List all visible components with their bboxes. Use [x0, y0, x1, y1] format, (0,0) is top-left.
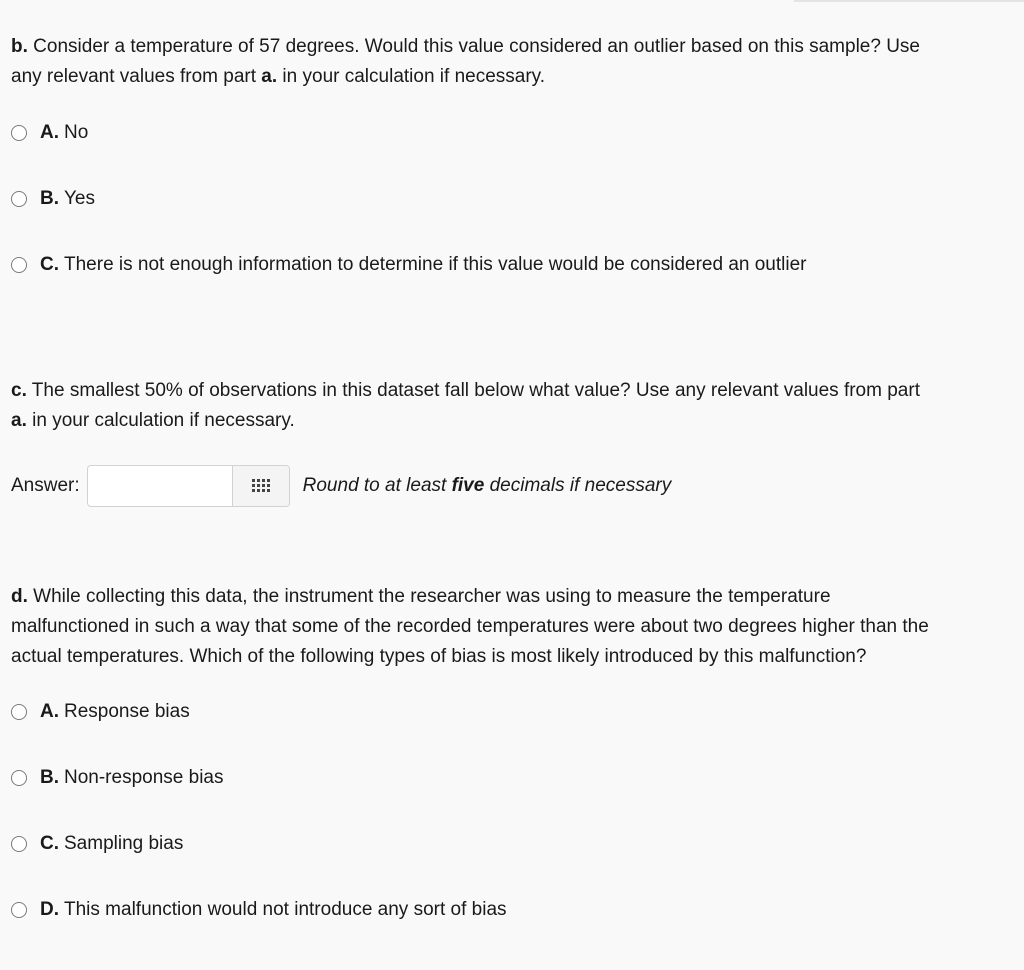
option-label: Yes	[64, 188, 95, 209]
question-d	[11, 582, 1014, 672]
answer-label: Answer:	[11, 475, 80, 496]
answer-row	[11, 464, 671, 508]
radio-button[interactable]	[11, 125, 27, 141]
question-b-label: b.	[11, 36, 28, 57]
question-d-line1: d. While collecting this data, the instrument the researcher was using to measure the temperature	[11, 586, 831, 607]
top-divider	[794, 0, 1024, 2]
option-label: This malfunction would not introduce any sort of bias	[64, 899, 507, 920]
option-d-a[interactable]: A. Response bias	[11, 699, 190, 725]
option-label: Sampling bias	[64, 833, 184, 854]
radio-button[interactable]	[11, 770, 27, 786]
radio-button[interactable]	[11, 902, 27, 918]
question-c-line1: c. The smallest 50% of observations in this dataset fall below what value? Use any relevant values from part	[11, 380, 920, 401]
radio-button[interactable]	[11, 257, 27, 273]
radio-button[interactable]	[11, 836, 27, 852]
radio-button[interactable]	[11, 704, 27, 720]
radio-button[interactable]	[11, 191, 27, 207]
option-label: Response bias	[64, 701, 190, 722]
question-c-label: c.	[11, 380, 27, 401]
option-b-b[interactable]: B. Yes	[11, 186, 95, 212]
question-c-line2: a. in your calculation if necessary.	[11, 410, 295, 431]
option-label: Non-response bias	[64, 767, 224, 788]
option-b-c[interactable]: C. There is not enough information to determine if this value would be considered an outlier	[11, 252, 807, 278]
answer-box	[87, 465, 290, 507]
option-d-b[interactable]: B. Non-response bias	[11, 765, 223, 791]
keypad-grid-icon	[252, 479, 270, 493]
question-d-label: d.	[11, 586, 28, 607]
option-label: There is not enough information to determine if this value would be considered an outlier	[64, 254, 807, 275]
question-b-line1: b. Consider a temperature of 57 degrees. Would this value considered an outlier based on this sample? Use	[11, 36, 920, 57]
keypad-button[interactable]	[232, 466, 289, 506]
answer-input[interactable]	[88, 466, 232, 506]
question-b-line2: any relevant values from part a. in your calculation if necessary.	[11, 66, 546, 87]
option-d-c[interactable]: C. Sampling bias	[11, 831, 183, 857]
question-d-line2: malfunctioned in such a way that some of the recorded temperatures were about two degrees higher than the	[11, 616, 929, 637]
question-b	[11, 32, 1014, 92]
option-label: No	[64, 122, 89, 143]
question-d-line3: actual temperatures. Which of the following types of bias is most likely introduced by this malfunction?	[11, 646, 867, 667]
option-b-a[interactable]: A. No	[11, 120, 88, 146]
question-c	[11, 376, 1014, 436]
option-d-d[interactable]: D. This malfunction would not introduce any sort of bias	[11, 897, 507, 923]
rounding-hint: Round to at least five decimals if necessary	[302, 475, 672, 496]
